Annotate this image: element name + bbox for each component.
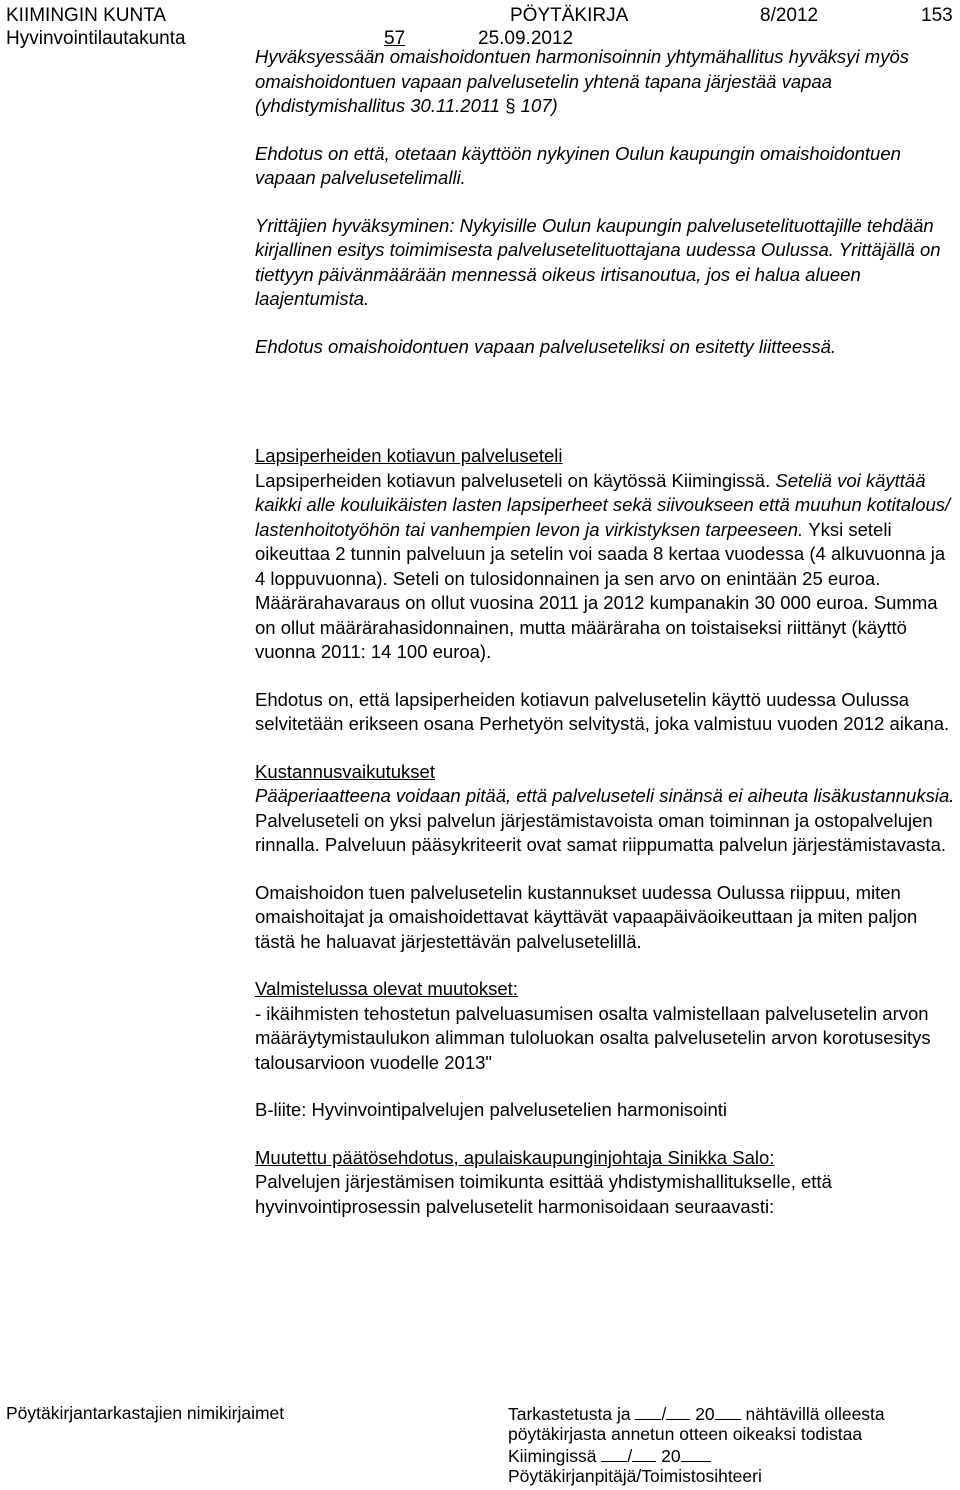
paragraph-proposal: Ehdotus on että, otetaan käyttöön nykyinen Oulun kaupungin omaishoidontuen vapaan palvelusetelimalli. (255, 142, 901, 188)
paragraph-attachment: Ehdotus omaishoidontuen vapaan palveluseteliksi on esitetty liitteessä. (255, 335, 837, 357)
committee-name: Hyvinvointilautakunta (6, 28, 186, 49)
paragraph-family-proposal: Ehdotus on, että lapsiperheiden kotiavun palvelusetelin käyttö uudessa Oulussa selvitetään erikseen osana Perhetyön selvitystä, joka valmistuu vuoden 2012 aikana. (255, 688, 950, 734)
paragraph-text: Lapsiperheiden kotiavun palveluseteli on käytössä Kiimingissä. (255, 469, 776, 491)
footer-slash: / (627, 1446, 633, 1466)
footer-initials-label: Pöytäkirjantarkastajien nimikirjaimet (6, 1403, 285, 1423)
municipality-name: KIIMINGIN KUNTA (6, 5, 167, 26)
paragraph-text: Hyväksyessään omaishoidontuen harmonisoinnin yhtymähallitus hyväksyi myös omaishoidontuen vapaan palvelusetelin yhtenä tapana järjestää vapaa (yhdistymishallitus 30.11.2011 (255, 46, 909, 116)
section-number: 57 (384, 28, 406, 49)
paragraph-text: Seteliä voi käyttää kaikki alle kouluikäisten lasten lapsiperheet sekä siivoukseen että muuhun kotitalous/ lastenhoitotyöhön tai vanhempien levon ja virkistyksen tarpeeseen. (255, 469, 951, 540)
date-blank (666, 1403, 690, 1420)
paragraph-pending-changes: - ikäihmisten tehostetun palveluasumisen osalta valmistellaan palvelusetelin arvon määräytymistaulukon alimman tuloluokan osalta palvelusetelin arvon korotusesitys talousarvioon vuodelle 2013" (255, 1002, 931, 1073)
footer-slash: / (661, 1404, 667, 1424)
date-blank (715, 1403, 741, 1420)
date-blank (601, 1445, 627, 1462)
paragraph-text: 107) (515, 95, 558, 116)
date-blank (635, 1403, 661, 1420)
paragraph-family-voucher (255, 469, 955, 665)
paragraph-text: Palveluseteli on yksi palvelun järjestämistavoista oman toiminnan ja ostopalvelujen rinnalla. Palveluun pääsykriteerit ovat samat riippumatta palvelun järjestämistavasta. (255, 809, 947, 855)
section-heading-pending-changes: Valmistelussa olevat muutokset: (255, 978, 518, 999)
paragraph-amended-proposal: Palvelujen järjestämisen toimikunta esittää yhdistymishallitukselle, että hyvinvointiprosessin palvelusetelit harmonisoidaan seuraavasti: (255, 1171, 832, 1217)
date-blank (681, 1445, 711, 1462)
footer-text: Tarkastetusta ja (508, 1404, 631, 1424)
paragraph-harmonisation (255, 45, 955, 119)
section-sign: § (505, 95, 516, 116)
document-number: 8/2012 (760, 5, 819, 26)
footer-certification-line-1 (508, 1403, 885, 1425)
meeting-date: 25.09.2012 (478, 28, 574, 49)
footer-signatory-title: Pöytäkirjanpitäjä/Toimistosihteeri (508, 1466, 762, 1486)
footer-place: Kiimingissä (508, 1446, 597, 1466)
footer-text: nähtävillä olleesta (745, 1404, 885, 1424)
document-body (255, 45, 955, 1219)
section-heading-family-voucher: Lapsiperheiden kotiavun palveluseteli (255, 445, 563, 466)
paragraph-cost-effects (255, 784, 955, 858)
attachment-reference: B-liite: Hyvinvointipalvelujen palvelusetelien harmonisointi (255, 1099, 727, 1120)
document-type: PÖYTÄKIRJA (510, 5, 629, 26)
section-heading-cost-effects: Kustannusvaikutukset (255, 760, 435, 782)
paragraph-entrepreneurs: Yrittäjien hyväksyminen: Nykyisille Oulun kaupungin palvelusetelituottajille tehdään kirjallinen esitys toimimisesta palvelusetelituottajana uudessa Oulussa. Yrittäjällä on tiettyyn päivänmäärään mennessä oikeus irtisanoutua, jos ei halua alueen laajentumista. (255, 214, 941, 309)
date-blank (632, 1445, 656, 1462)
footer-certification-line-3 (508, 1445, 711, 1467)
footer-certification-line-2: pöytäkirjasta annetun otteen oikeaksi todistaa (508, 1424, 863, 1444)
paragraph-text: Pääperiaatteena voidaan pitää, että palveluseteli sinänsä ei aiheuta lisäkustannuksia. (255, 785, 955, 806)
section-heading-amended-proposal: Muutettu päätösehdotus, apulaiskaupunginjohtaja Sinikka Salo: (255, 1146, 775, 1168)
paragraph-text: Yksi seteli oikeuttaa 2 tunnin palveluun ja setelin voi saada 8 kertaa vuodessa (4 alkuvuonna ja 4 loppuvuonna). Seteli on tulosidonnainen ja sen arvo on enintään 25 euroa. Määrärahavaraus on ollut vuosina 2011 ja 2012 kumpanakin 30 000 euroa. Summa on ollut määrärahasidonnainen, mutta määräraha on toistaiseksi riittänyt (käyttö vuonna 2011: 14 100 euroa). (255, 518, 946, 662)
footer-year: 20 (695, 1404, 715, 1424)
page-number: 153 (921, 5, 953, 26)
footer-year: 20 (661, 1446, 681, 1466)
paragraph-care-costs: Omaishoidon tuen palvelusetelin kustannukset uudessa Oulussa riippuu, miten omaishoitajat ja omaishoidettavat käyttävät vapaapäiväoikeuttaan ja miten paljon tästä he haluavat järjestettävän palvelusetelillä. (255, 881, 918, 952)
